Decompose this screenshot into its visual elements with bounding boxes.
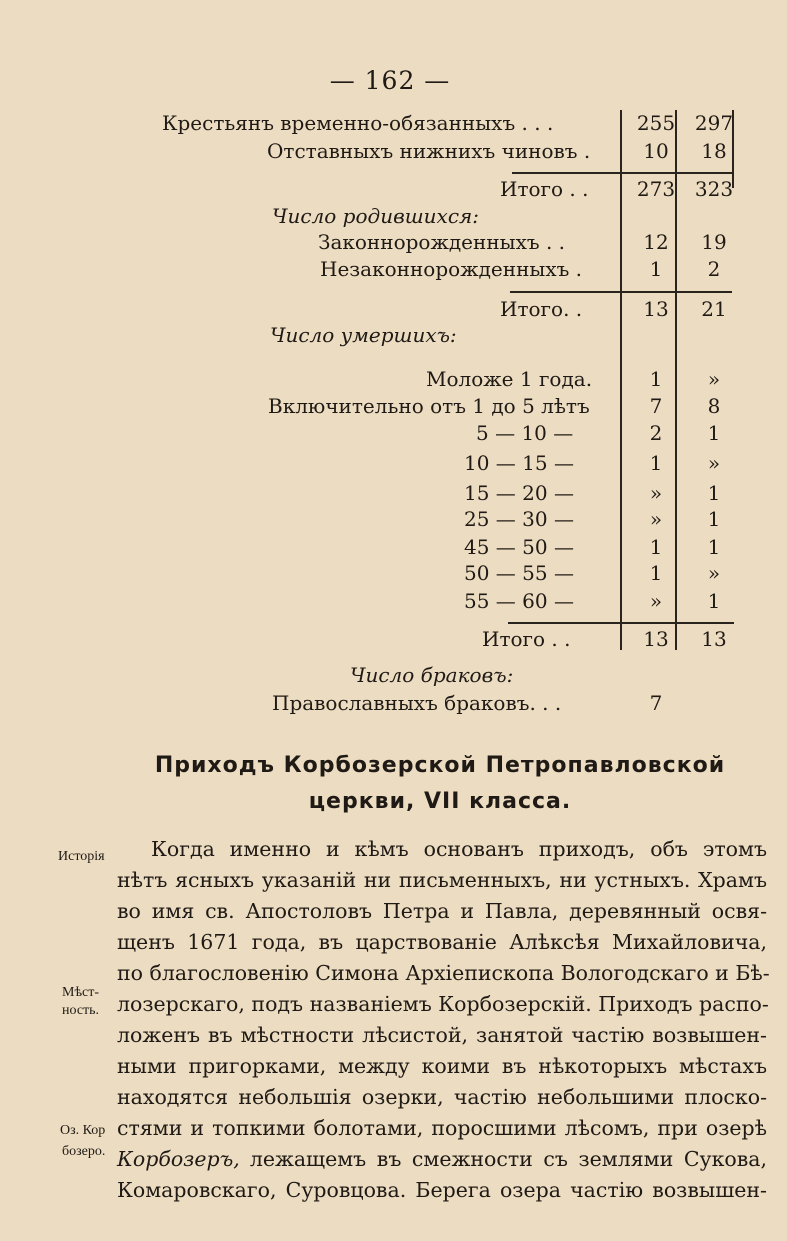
total-label: Итого . . bbox=[482, 627, 571, 651]
cell-value: » bbox=[649, 481, 663, 505]
paragraph-line: ложенъ въ мѣстности лѣсистой, занятой частію возвышен- bbox=[117, 1023, 767, 1047]
row-label: 15 — 20 — bbox=[464, 481, 574, 505]
paragraph-line-lake bbox=[117, 1144, 767, 1175]
row-label: 5 — 10 — bbox=[476, 421, 574, 445]
section-title bbox=[95, 748, 785, 820]
cell-value: 19 bbox=[701, 230, 727, 254]
paragraph-line: лозерскаго, подъ названіемъ Корбозерскій. Приходъ распо- bbox=[117, 992, 769, 1016]
total-label: Итого . . bbox=[500, 177, 589, 201]
cell-value: 323 bbox=[694, 177, 734, 201]
row-label: 10 — 15 — bbox=[464, 451, 574, 475]
row-label: 55 — 60 — bbox=[464, 589, 574, 613]
total-rule-3 bbox=[508, 622, 734, 624]
cell-value: 1 bbox=[649, 561, 663, 585]
cell-value: 297 bbox=[694, 111, 734, 135]
paragraph-line: находятся небольшія озерки, частію небольшими плоско- bbox=[117, 1085, 767, 1109]
paragraph-line: ными пригорками, между коими въ нѣкоторыхъ мѣстахъ bbox=[117, 1054, 767, 1078]
cell-value: » bbox=[649, 507, 663, 531]
cell-value: » bbox=[707, 451, 721, 475]
margin-note-lake-1: Оз. Кор bbox=[60, 1123, 106, 1138]
paragraph-line-rest: лежащемъ въ смежности съ землями Сукова, bbox=[249, 1147, 767, 1171]
cell-value: » bbox=[707, 561, 721, 585]
margin-note-history: Исторія bbox=[58, 849, 105, 864]
row-label: Моложе 1 года. bbox=[426, 367, 593, 391]
cell-value: 273 bbox=[636, 177, 676, 201]
cell-value: 21 bbox=[701, 297, 727, 321]
cell-value: 10 bbox=[643, 139, 669, 163]
total-rule-1 bbox=[512, 172, 734, 174]
subheading: Число родившихся: bbox=[272, 204, 480, 228]
row-label: Отставныхъ нижнихъ чиновъ . bbox=[267, 139, 591, 163]
cell-value: 1 bbox=[649, 257, 663, 281]
cell-value: 1 bbox=[649, 367, 663, 391]
total-rule-2 bbox=[510, 291, 732, 293]
cell-value: 255 bbox=[636, 111, 676, 135]
cell-value: 1 bbox=[707, 421, 721, 445]
row-label: Незаконнорожденныхъ . bbox=[320, 257, 583, 281]
row-label: 45 — 50 — bbox=[464, 535, 574, 559]
section-title-line-1: Приходъ Корбозерской Петропавловской bbox=[154, 753, 726, 778]
paragraph-line: Когда именно и кѣмъ основанъ приходъ, объ этомъ bbox=[151, 837, 767, 861]
body-paragraph bbox=[117, 834, 770, 1206]
cell-value: 12 bbox=[643, 230, 669, 254]
cell-value: 1 bbox=[649, 535, 663, 559]
cell-value: 13 bbox=[701, 627, 727, 651]
paragraph-line: нѣтъ ясныхъ указаній ни письменныхъ, ни устныхъ. Храмъ bbox=[117, 868, 767, 892]
margin-note-locality-1: Мѣст- bbox=[62, 985, 100, 1000]
cell-value: 1 bbox=[707, 507, 721, 531]
total-label: Итого. . bbox=[500, 297, 583, 321]
cell-value: 2 bbox=[649, 421, 663, 445]
subheading: Число браковъ: bbox=[350, 663, 514, 687]
paragraph-line: по благословенію Симона Архіепископа Вологодскаго и Бѣ- bbox=[117, 961, 770, 985]
row-label: Православныхъ браковъ. . . bbox=[272, 691, 562, 715]
cell-value: » bbox=[649, 589, 663, 613]
paragraph-line: во имя св. Апостоловъ Петра и Павла, деревянный освя- bbox=[117, 899, 767, 923]
row-label: Включительно отъ 1 до 5 лѣтъ bbox=[268, 394, 590, 418]
row-label: Крестьянъ временно-обязанныхъ . . . bbox=[162, 111, 554, 135]
cell-value: 1 bbox=[707, 535, 721, 559]
row-label: 25 — 30 — bbox=[464, 507, 574, 531]
margin-note-locality-2: ность. bbox=[62, 1003, 100, 1018]
table-rule-left bbox=[620, 110, 622, 650]
subheading: Число умершихъ: bbox=[270, 323, 457, 347]
cell-value: 1 bbox=[707, 481, 721, 505]
cell-value: 1 bbox=[707, 589, 721, 613]
cell-value: 18 bbox=[701, 139, 727, 163]
row-label: Законнорожденныхъ . . bbox=[318, 230, 566, 254]
section-title-line-2: церкви, VII класса. bbox=[308, 789, 572, 814]
paragraph-line: щенъ 1671 года, въ царствованіе Алѣксѣя Михайловича, bbox=[117, 930, 767, 954]
cell-value: 1 bbox=[649, 451, 663, 475]
page-number: — 162 — bbox=[329, 66, 451, 95]
cell-value: 2 bbox=[707, 257, 721, 281]
paragraph-line: стями и топкими болотами, поросшими лѣсомъ, при озерѣ bbox=[117, 1116, 767, 1140]
paragraph-line: Комаровскаго, Суровцова. Берега озера частію возвышен- bbox=[117, 1178, 767, 1202]
row-label: 50 — 55 — bbox=[464, 561, 574, 585]
cell-value: 7 bbox=[649, 691, 663, 715]
cell-value: 13 bbox=[643, 297, 669, 321]
cell-value: 13 bbox=[643, 627, 669, 651]
cell-value: 7 bbox=[649, 394, 663, 418]
cell-value: 8 bbox=[707, 394, 721, 418]
lake-name: Корбозеръ, bbox=[117, 1147, 240, 1171]
margin-note-lake-2: бозеро. bbox=[62, 1144, 106, 1159]
cell-value: » bbox=[707, 367, 721, 391]
